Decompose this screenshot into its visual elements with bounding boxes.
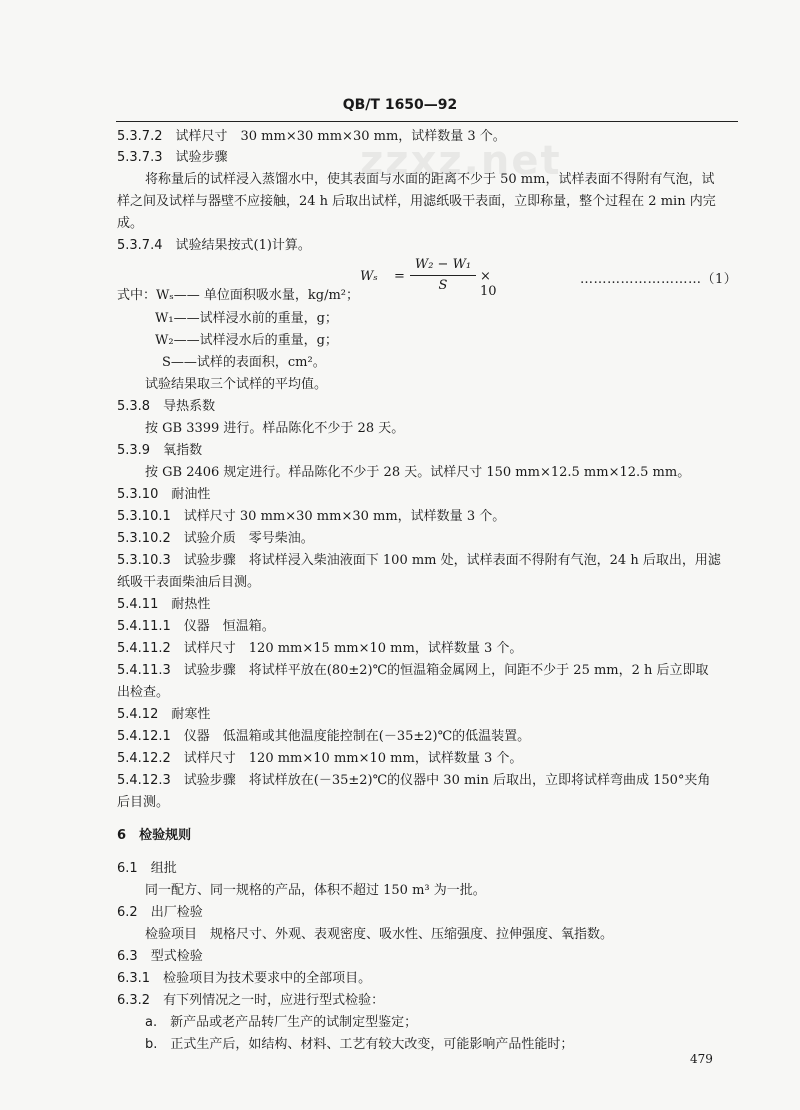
section-number: 5.4.11.2 bbox=[117, 641, 171, 656]
section-number: 6.1 bbox=[117, 861, 138, 876]
text-line bbox=[155, 332, 338, 350]
line-text: W₁——试样浸水前的重量，g； bbox=[155, 311, 338, 326]
section-number: 5.3.10.2 bbox=[117, 531, 171, 546]
section-number: 5.4.12 bbox=[117, 707, 159, 722]
section-line bbox=[117, 618, 275, 636]
line-text: 按 GB 2406 规定进行。样品陈化不少于 28 天。试样尺寸 150 mm×12.5 mm×12.5 mm。 bbox=[145, 465, 691, 480]
section-line bbox=[117, 149, 228, 167]
section-number: 5.3.7.3 bbox=[117, 150, 163, 165]
watermark: zzxz.net bbox=[360, 138, 562, 184]
line-text: 试验结果按式(1)计算。 bbox=[175, 238, 311, 253]
section-number: 5.3.7.4 bbox=[117, 238, 163, 253]
line-text: 试验结果取三个试样的平均值。 bbox=[145, 377, 328, 392]
section-line bbox=[117, 508, 505, 526]
line-text: 耐油性 bbox=[171, 487, 211, 502]
line-text: 新产品或老产品转厂生产的试制定型鉴定； bbox=[170, 1015, 418, 1030]
line-text: 式中：Wₛ—— 单位面积吸水量，kg/m²； bbox=[117, 288, 359, 303]
section-line bbox=[117, 728, 530, 746]
text-line bbox=[117, 574, 260, 592]
line-text: 纸吸干表面柴油后目测。 bbox=[117, 575, 261, 590]
text-line bbox=[145, 376, 327, 394]
line-text: 试验介质 零号柴油。 bbox=[183, 531, 314, 546]
section-number: 5.4.12.2 bbox=[117, 751, 171, 766]
line-text: 试样尺寸 120 mm×10 mm×10 mm，试样数量 3 个。 bbox=[183, 751, 523, 766]
line-text: 耐寒性 bbox=[171, 707, 211, 722]
section-number: 5.3.10.1 bbox=[117, 509, 171, 524]
text-line bbox=[162, 354, 326, 372]
line-text: 按 GB 3399 进行。样品陈化不少于 28 天。 bbox=[145, 421, 405, 436]
text-line bbox=[145, 882, 486, 900]
formula-1 bbox=[360, 256, 500, 300]
section-line bbox=[117, 530, 314, 548]
line-text: 检验项目 规格尺寸、外观、表观密度、吸水性、压缩强度、拉伸强度、氧指数。 bbox=[145, 927, 614, 942]
line-text: 有下列情况之一时，应进行型式检验： bbox=[163, 993, 385, 1008]
text-line bbox=[117, 794, 169, 812]
section-number: 5.4.12.3 bbox=[117, 773, 171, 788]
formula-multiplier: × 10 bbox=[480, 269, 497, 299]
section-number: 6.3.1 bbox=[117, 971, 151, 986]
section-number: 6.3 bbox=[117, 949, 138, 964]
section-line bbox=[117, 552, 721, 570]
section-number: 5.4.11 bbox=[117, 597, 159, 612]
line-text: 检验项目为技术要求中的全部项目。 bbox=[163, 971, 372, 986]
section-number: 5.3.10 bbox=[117, 487, 159, 502]
formula-denominator: S bbox=[438, 278, 448, 293]
formula-equals: = bbox=[394, 269, 405, 284]
line-text: 试样尺寸 120 mm×15 mm×10 mm，试样数量 3 个。 bbox=[183, 641, 523, 656]
section-number: a. bbox=[145, 1015, 158, 1030]
line-text: 将称量后的试样浸入蒸馏水中，使其表面与水面的距离不少于 50 mm，试样表面不得附有气泡，试 bbox=[145, 172, 715, 187]
equation-number: ………………………（1） bbox=[580, 272, 738, 287]
section-number: 5.4.11.1 bbox=[117, 619, 171, 634]
standard-header: QB/T 1650—92 bbox=[342, 97, 458, 113]
formula-fraction bbox=[410, 256, 476, 295]
line-text: 仪器 低温箱或其他温度能控制在(－35±2)℃的低温装置。 bbox=[183, 729, 531, 744]
section-line bbox=[117, 772, 710, 790]
line-text: S——试样的表面积，cm²。 bbox=[162, 355, 326, 370]
line-text: 成。 bbox=[117, 216, 144, 231]
section-number: 5.3.8 bbox=[117, 399, 151, 414]
section-number: 6 bbox=[117, 828, 127, 843]
section-line bbox=[117, 992, 384, 1010]
section-line bbox=[117, 706, 210, 724]
line-text: 同一配方、同一规格的产品，体积不超过 150 m³ 为一批。 bbox=[145, 883, 486, 898]
section-number: 5.4.11.3 bbox=[117, 663, 171, 678]
section-line bbox=[117, 662, 709, 680]
line-text: 后目测。 bbox=[117, 795, 170, 810]
line-text: 出厂检验 bbox=[150, 905, 203, 920]
formula-lhs: Wₛ bbox=[360, 269, 378, 284]
section-line bbox=[117, 970, 371, 988]
line-text: 试验步骤 将试样浸入柴油液面下 100 mm 处，试样表面不得附有气泡，24 h 后取出，用滤 bbox=[183, 553, 721, 568]
section-line bbox=[117, 398, 215, 416]
text-line bbox=[145, 420, 404, 438]
section-line bbox=[145, 1036, 573, 1054]
section-line bbox=[117, 486, 210, 504]
line-text: 正式生产后，如结构、材料、工艺有较大改变，可能影响产品性能时； bbox=[170, 1037, 574, 1052]
line-text: 耐热性 bbox=[171, 597, 211, 612]
line-text: 试样尺寸 30 mm×30 mm×30 mm，试样数量 3 个。 bbox=[183, 509, 506, 524]
text-line bbox=[117, 684, 169, 702]
section-number: 5.3.9 bbox=[117, 443, 151, 458]
formula-numerator: W₂ − W₁ bbox=[414, 257, 472, 272]
section-line bbox=[117, 442, 202, 460]
header-rule bbox=[116, 121, 738, 122]
section-line bbox=[117, 750, 522, 768]
text-line bbox=[117, 215, 143, 233]
section-line bbox=[117, 596, 210, 614]
section-number: 6.2 bbox=[117, 905, 138, 920]
line-text: 出检查。 bbox=[117, 685, 170, 700]
section-line bbox=[117, 237, 311, 255]
text-line bbox=[145, 926, 613, 944]
section-line bbox=[117, 827, 191, 845]
line-text: W₂——试样浸水后的重量，g； bbox=[155, 333, 338, 348]
section-number: 5.4.12.1 bbox=[117, 729, 171, 744]
line-text: 氧指数 bbox=[163, 443, 203, 458]
line-text: 仪器 恒温箱。 bbox=[183, 619, 275, 634]
text-line bbox=[117, 287, 359, 305]
text-line bbox=[145, 171, 714, 189]
line-text: 试验步骤 将试样平放在(80±2)℃的恒温箱金属网上，间距不少于 25 mm，2 h 后立即取 bbox=[183, 663, 709, 678]
text-line bbox=[117, 193, 716, 211]
line-text: 样之间及试样与器壁不应接触，24 h 后取出试样，用滤纸吸干表面，立即称量，整个过程在 2 min 内完 bbox=[117, 194, 716, 209]
page-number: 479 bbox=[690, 1052, 713, 1066]
line-text: 试验步骤 将试样放在(－35±2)℃的仪器中 30 min 后取出，立即将试样弯曲成 150°夹角 bbox=[183, 773, 711, 788]
line-text: 导热系数 bbox=[163, 399, 216, 414]
text-line bbox=[155, 310, 338, 328]
text-line bbox=[145, 464, 690, 482]
fraction-bar bbox=[410, 275, 476, 276]
section-line bbox=[117, 640, 522, 658]
section-number: 6.3.2 bbox=[117, 993, 151, 1008]
line-text: 组批 bbox=[150, 861, 177, 876]
section-line bbox=[145, 1014, 417, 1032]
line-text: 型式检验 bbox=[150, 949, 203, 964]
section-line bbox=[117, 904, 203, 922]
section-line bbox=[117, 128, 506, 146]
section-number: 5.3.10.3 bbox=[117, 553, 171, 568]
section-number: 5.3.7.2 bbox=[117, 129, 163, 144]
section-line bbox=[117, 860, 177, 878]
line-text: 检验规则 bbox=[139, 828, 192, 843]
line-text: 试样尺寸 30 mm×30 mm×30 mm，试样数量 3 个。 bbox=[175, 129, 506, 144]
line-text: 试验步骤 bbox=[175, 150, 228, 165]
section-number: b. bbox=[145, 1037, 158, 1052]
section-line bbox=[117, 948, 203, 966]
